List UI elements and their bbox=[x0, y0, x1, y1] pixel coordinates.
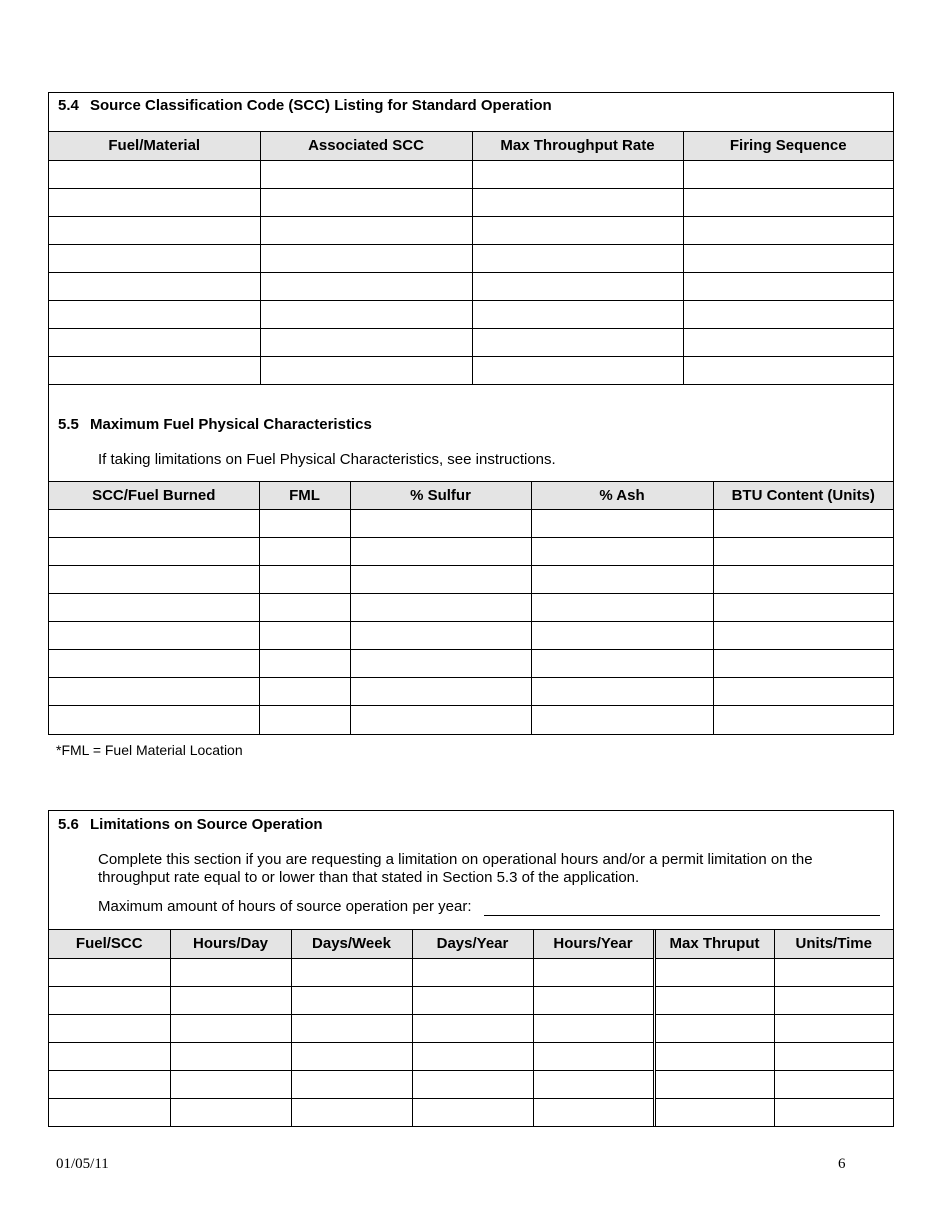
table-cell[interactable] bbox=[49, 622, 259, 650]
table-cell[interactable] bbox=[170, 1014, 291, 1042]
table-cell[interactable] bbox=[654, 986, 774, 1014]
table-cell[interactable] bbox=[260, 188, 472, 216]
table-cell[interactable] bbox=[49, 272, 260, 300]
table-cell[interactable] bbox=[683, 188, 893, 216]
table-cell[interactable] bbox=[683, 272, 893, 300]
table-cell[interactable] bbox=[412, 1070, 533, 1098]
table-cell[interactable] bbox=[259, 622, 350, 650]
section-5-5 bbox=[48, 383, 894, 735]
table-row bbox=[49, 244, 893, 272]
table-row bbox=[49, 1098, 893, 1126]
col-btu-content: BTU Content (Units) bbox=[713, 482, 893, 510]
section-5-5-header-area bbox=[49, 383, 893, 481]
section-5-4-title: Source Classification Code (SCC) Listing for Standard Operation bbox=[90, 97, 552, 114]
table-cell[interactable] bbox=[260, 328, 472, 356]
table-cell[interactable] bbox=[259, 678, 350, 706]
table-cell[interactable] bbox=[531, 622, 713, 650]
table-cell[interactable] bbox=[260, 216, 472, 244]
table-cell[interactable] bbox=[683, 328, 893, 356]
table-cell[interactable] bbox=[49, 958, 170, 986]
table-cell[interactable] bbox=[260, 244, 472, 272]
col-days-week: Days/Week bbox=[291, 930, 412, 958]
table-cell[interactable] bbox=[350, 594, 531, 622]
table-cell[interactable] bbox=[350, 622, 531, 650]
table-cell[interactable] bbox=[350, 706, 531, 734]
table-row bbox=[49, 1070, 893, 1098]
table-cell[interactable] bbox=[683, 300, 893, 328]
table-cell[interactable] bbox=[49, 1014, 170, 1042]
table-cell[interactable] bbox=[49, 986, 170, 1014]
table-cell[interactable] bbox=[774, 1098, 893, 1126]
table-cell[interactable] bbox=[49, 510, 259, 538]
col-days-year: Days/Year bbox=[412, 930, 533, 958]
table-cell[interactable] bbox=[49, 678, 259, 706]
section-5-5-title: Maximum Fuel Physical Characteristics bbox=[90, 416, 372, 433]
table-cell[interactable] bbox=[350, 538, 531, 566]
fml-footnote: *FML = Fuel Material Location bbox=[56, 742, 243, 758]
table-cell[interactable] bbox=[683, 216, 893, 244]
table-row bbox=[49, 650, 893, 678]
page-number: 6 bbox=[838, 1156, 846, 1172]
table-row bbox=[49, 160, 893, 188]
table-cell[interactable] bbox=[291, 1070, 412, 1098]
table-cell[interactable] bbox=[49, 244, 260, 272]
fuel-characteristics-table bbox=[49, 481, 893, 734]
section-5-5-header bbox=[49, 416, 372, 434]
table-cell[interactable] bbox=[774, 1070, 893, 1098]
table-cell[interactable] bbox=[713, 538, 893, 566]
table-cell[interactable] bbox=[472, 188, 683, 216]
hours-per-year-label: Maximum amount of hours of source operation per year: bbox=[98, 898, 472, 915]
table-cell[interactable] bbox=[49, 300, 260, 328]
table-cell[interactable] bbox=[49, 1070, 170, 1098]
table-row bbox=[49, 510, 893, 538]
scc-listing-header-row bbox=[49, 132, 893, 160]
table-cell[interactable] bbox=[49, 328, 260, 356]
table-cell[interactable] bbox=[683, 244, 893, 272]
table-cell[interactable] bbox=[683, 160, 893, 188]
table-cell[interactable] bbox=[654, 1098, 774, 1126]
hours-per-year-input-line[interactable] bbox=[484, 901, 880, 916]
col-hours-day: Hours/Day bbox=[170, 930, 291, 958]
footer-date: 01/05/11 bbox=[56, 1156, 109, 1172]
table-cell[interactable] bbox=[533, 1014, 654, 1042]
table-row bbox=[49, 1042, 893, 1070]
table-cell[interactable] bbox=[412, 986, 533, 1014]
col-max-throughput-rate: Max Throughput Rate bbox=[472, 132, 683, 160]
table-cell[interactable] bbox=[531, 706, 713, 734]
table-cell[interactable] bbox=[49, 1098, 170, 1126]
table-cell[interactable] bbox=[654, 958, 774, 986]
table-cell[interactable] bbox=[170, 958, 291, 986]
table-cell[interactable] bbox=[774, 958, 893, 986]
table-cell[interactable] bbox=[170, 1098, 291, 1126]
table-cell[interactable] bbox=[713, 594, 893, 622]
table-cell[interactable] bbox=[533, 986, 654, 1014]
table-row bbox=[49, 300, 893, 328]
fuel-characteristics-body bbox=[49, 510, 893, 734]
table-cell[interactable] bbox=[350, 650, 531, 678]
table-cell[interactable] bbox=[49, 1042, 170, 1070]
table-row bbox=[49, 706, 893, 734]
table-row bbox=[49, 622, 893, 650]
table-cell[interactable] bbox=[170, 986, 291, 1014]
table-cell[interactable] bbox=[291, 1014, 412, 1042]
table-cell[interactable] bbox=[259, 594, 350, 622]
table-cell[interactable] bbox=[472, 328, 683, 356]
col-fuel-material: Fuel/Material bbox=[49, 132, 260, 160]
col-scc-fuel-burned: SCC/Fuel Burned bbox=[49, 482, 259, 510]
col-percent-sulfur: % Sulfur bbox=[350, 482, 531, 510]
table-cell[interactable] bbox=[531, 678, 713, 706]
section-5-6-header bbox=[49, 816, 323, 834]
table-cell[interactable] bbox=[260, 300, 472, 328]
table-cell[interactable] bbox=[259, 510, 350, 538]
table-cell[interactable] bbox=[49, 188, 260, 216]
scc-listing-body bbox=[49, 160, 893, 384]
scc-listing-table bbox=[49, 132, 893, 384]
table-cell[interactable] bbox=[291, 1042, 412, 1070]
table-cell[interactable] bbox=[259, 566, 350, 594]
table-row bbox=[49, 216, 893, 244]
table-cell[interactable] bbox=[49, 650, 259, 678]
table-cell[interactable] bbox=[260, 356, 472, 384]
table-cell[interactable] bbox=[774, 1014, 893, 1042]
table-cell[interactable] bbox=[291, 958, 412, 986]
table-row bbox=[49, 566, 893, 594]
table-cell[interactable] bbox=[533, 1070, 654, 1098]
table-cell[interactable] bbox=[259, 538, 350, 566]
section-5-6-instruction: Complete this section if you are requesting a limitation on operational hours and/or a permit limitation on the throughput rate equal to or lower than that stated in Section 5.3 of the application. bbox=[98, 851, 813, 886]
section-5-6-header-area bbox=[49, 811, 893, 930]
section-5-4-number: 5.4 bbox=[58, 97, 79, 114]
section-5-5-number: 5.5 bbox=[58, 416, 79, 433]
section-5-6-title: Limitations on Source Operation bbox=[90, 816, 323, 833]
col-associated-scc: Associated SCC bbox=[260, 132, 472, 160]
table-cell[interactable] bbox=[654, 1070, 774, 1098]
col-fuel-scc: Fuel/SCC bbox=[49, 930, 170, 958]
table-cell[interactable] bbox=[713, 650, 893, 678]
fuel-characteristics-header-row bbox=[49, 482, 893, 510]
table-cell[interactable] bbox=[49, 706, 259, 734]
section-5-4 bbox=[48, 92, 894, 385]
table-cell[interactable] bbox=[412, 1014, 533, 1042]
table-cell[interactable] bbox=[291, 1098, 412, 1126]
col-hours-year: Hours/Year bbox=[533, 930, 654, 958]
hours-per-year-field bbox=[98, 898, 880, 916]
table-row bbox=[49, 328, 893, 356]
table-cell[interactable] bbox=[49, 538, 259, 566]
table-cell[interactable] bbox=[260, 160, 472, 188]
table-cell[interactable] bbox=[412, 1042, 533, 1070]
table-cell[interactable] bbox=[259, 706, 350, 734]
table-cell[interactable] bbox=[531, 650, 713, 678]
table-cell[interactable] bbox=[259, 650, 350, 678]
table-cell[interactable] bbox=[713, 678, 893, 706]
table-cell[interactable] bbox=[472, 244, 683, 272]
table-cell[interactable] bbox=[472, 300, 683, 328]
col-firing-sequence: Firing Sequence bbox=[683, 132, 893, 160]
table-cell[interactable] bbox=[49, 594, 259, 622]
table-row bbox=[49, 958, 893, 986]
table-cell[interactable] bbox=[713, 510, 893, 538]
table-cell[interactable] bbox=[654, 1042, 774, 1070]
table-cell[interactable] bbox=[533, 1042, 654, 1070]
table-cell[interactable] bbox=[713, 622, 893, 650]
table-cell[interactable] bbox=[170, 1070, 291, 1098]
table-row bbox=[49, 594, 893, 622]
table-row bbox=[49, 1014, 893, 1042]
col-max-thruput: Max Thruput bbox=[654, 930, 774, 958]
table-cell[interactable] bbox=[260, 272, 472, 300]
section-5-6-number: 5.6 bbox=[58, 816, 79, 833]
operation-limits-body bbox=[49, 958, 893, 1126]
table-cell[interactable] bbox=[683, 356, 893, 384]
section-5-6 bbox=[48, 810, 894, 1127]
table-cell[interactable] bbox=[472, 160, 683, 188]
table-cell[interactable] bbox=[49, 216, 260, 244]
col-units-time: Units/Time bbox=[774, 930, 893, 958]
table-row bbox=[49, 538, 893, 566]
table-cell[interactable] bbox=[472, 356, 683, 384]
table-row bbox=[49, 986, 893, 1014]
table-cell[interactable] bbox=[531, 594, 713, 622]
table-cell[interactable] bbox=[531, 510, 713, 538]
table-cell[interactable] bbox=[472, 216, 683, 244]
table-cell[interactable] bbox=[412, 958, 533, 986]
table-cell[interactable] bbox=[774, 1042, 893, 1070]
table-cell[interactable] bbox=[412, 1098, 533, 1126]
table-cell[interactable] bbox=[531, 538, 713, 566]
section-5-4-header bbox=[49, 93, 893, 132]
table-cell[interactable] bbox=[654, 1014, 774, 1042]
table-cell[interactable] bbox=[533, 1098, 654, 1126]
table-cell[interactable] bbox=[533, 958, 654, 986]
table-cell[interactable] bbox=[170, 1042, 291, 1070]
table-cell[interactable] bbox=[713, 566, 893, 594]
table-row bbox=[49, 272, 893, 300]
table-cell[interactable] bbox=[350, 678, 531, 706]
col-fml: FML bbox=[259, 482, 350, 510]
table-cell[interactable] bbox=[713, 706, 893, 734]
table-cell[interactable] bbox=[774, 986, 893, 1014]
table-cell[interactable] bbox=[291, 986, 412, 1014]
table-cell[interactable] bbox=[350, 566, 531, 594]
table-cell[interactable] bbox=[49, 160, 260, 188]
section-5-5-instruction: If taking limitations on Fuel Physical Characteristics, see instructions. bbox=[98, 451, 556, 468]
operation-limits-table bbox=[49, 930, 893, 1126]
col-percent-ash: % Ash bbox=[531, 482, 713, 510]
table-row bbox=[49, 678, 893, 706]
operation-limits-header-row bbox=[49, 930, 893, 958]
table-cell[interactable] bbox=[350, 510, 531, 538]
table-row bbox=[49, 188, 893, 216]
table-cell[interactable] bbox=[472, 272, 683, 300]
table-cell[interactable] bbox=[49, 356, 260, 384]
table-row bbox=[49, 356, 893, 384]
table-cell[interactable] bbox=[531, 566, 713, 594]
table-cell[interactable] bbox=[49, 566, 259, 594]
